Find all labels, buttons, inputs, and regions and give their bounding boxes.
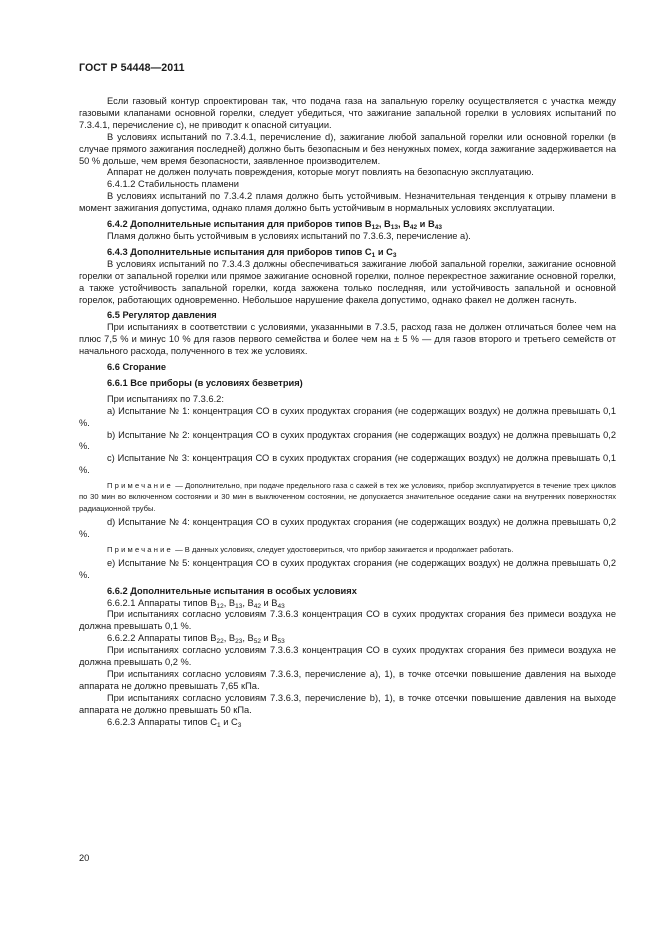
subsection-title: 6.6.2.3 Аппараты типов $C_1$ и $C_3$ <box>107 716 242 729</box>
section-heading: 6.6.2 Дополнительные испытания в особых условиях <box>107 585 357 596</box>
list-item: d) Испытание № 4: концентрация СО в сухих продуктах сгорания (не содержащих воздух) не должна превышать 0,2 %. <box>79 516 616 539</box>
note-label: Примечание <box>107 481 173 491</box>
paragraph: Если газовый контур спроектирован так, что подача газа на запальную горелку осуществляется с участка между газовыми клапанами основной горелки, следует убедиться, что зажигание запальной горелки в условиях испытаний по 7.3.4.1, перечисление c), не приводит к опасной ситуации. <box>79 96 616 130</box>
subsection-title: 6.6.2.2 Аппараты типов $B_{22}$, $B_{23}$, $B_{52}$ и $B_{53}$ <box>107 633 285 646</box>
paragraph: При испытаниях согласно условиям 7.3.6.3, перечисление a), 1), в точке отсечки повышение давления на выходе аппарата не должно превышать 7,65 кПа. <box>79 668 616 691</box>
list-item: c) Испытание № 3: концентрация СО в сухих продуктах сгорания (не содержащих воздух) не должна превышать 0,1 %. <box>79 453 616 476</box>
paragraph: При испытаниях согласно условиям 7.3.6.3 концентрация СО в сухих продуктах сгорания без примеси воздуха не должна превышать 0,1 %. <box>79 609 616 632</box>
list-item: b) Испытание № 2: концентрация СО в сухих продуктах сгорания (не содержащих воздух) не должна превышать 0,2 %. <box>79 429 616 452</box>
note-label: Примечание <box>107 544 173 554</box>
note-text: — В данных условиях, следует удостовериться, что прибор зажигается и продолжает работать. <box>172 544 514 554</box>
subsection-title: 6.6.2.1 Аппараты типов $B_{12}$, $B_{13}$, $B_{42}$ и $B_{43}$ <box>107 597 285 610</box>
list-item: e) Испытание № 5: концентрация СО в сухих продуктах сгорания (не содержащих воздух) не должна превышать 0,2 %. <box>79 557 616 580</box>
document-body <box>79 96 616 729</box>
section-heading: 6.6.1 Все приборы (в условиях безветрия) <box>107 377 303 388</box>
paragraph: При испытаниях согласно условиям 7.3.6.3 концентрация СО в сухих продуктах сгорания без примеси воздуха не должна превышать 0,2 %. <box>79 645 616 668</box>
section-heading: 6.4.2 Дополнительные испытания для приборов типов $B_{12}$, $B_{13}$, $B_{42}$ и $B_{43}$ <box>107 219 442 232</box>
paragraph: Аппарат не должен получать повреждения, которые могут повлиять на безопасную эксплуатацию. <box>107 167 534 178</box>
list-item: a) Испытание № 1: концентрация СО в сухих продуктах сгорания (не содержащих воздух) не должна превышать 0,1 %. <box>79 405 616 428</box>
note-text: — Дополнительно, при подаче предельного газа с сажей в тех же условиях, прибор эксплуатируется в течение трех циклов по 30 мин во включенном состоянии и 30 мин в выключенном состоянии, не допускается значительное оседание сажи на внутренних поверхностях радиационной трубы. <box>79 481 616 513</box>
paragraph: Пламя должно быть устойчивым в условиях испытаний по 7.3.6.3, перечисление a). <box>107 230 471 241</box>
paragraph: При испытаниях по 7.3.6.2: <box>107 393 224 404</box>
paragraph: В условиях испытаний по 7.3.4.2 пламя должно быть устойчивым. Незначительная тенденция к отрыву пламени в момент зажигания допустима, однако пламя должно быть устойчивым в нормальных условиях эксплуатации. <box>79 191 616 214</box>
note <box>79 544 616 555</box>
subsection-title: 6.4.1.2 Стабильность пламени <box>107 179 239 190</box>
section-heading: 6.5 Регулятор давления <box>107 310 217 321</box>
paragraph: При испытаниях в соответствии с условиями, указанными в 7.3.5, расход газа не должен отличаться более чем на плюс 7,5 % и минус 10 % для газов первого семейства и более чем на ± 5 % — для газов второго и третьего семейств от начального расхода, полученного в тех же условиях. <box>79 322 616 357</box>
paragraph: В условиях испытаний по 7.3.4.3 должны обеспечиваться зажигание любой запальной горелки, зажигание основной горелки от запальной горелки или прямое зажигание основной горелки, полное перекрестное зажигание основной горелки, а также устойчивость запальной горелки, когда зажжена только последняя, или устойчивость запальной и основной горелок, работающих одновременно. Небольшое нарушение факела допустимо, однако факел не должен гаснуть. <box>79 258 616 305</box>
note <box>79 480 616 514</box>
section-heading: 6.6 Сгорание <box>107 362 166 373</box>
paragraph: При испытаниях согласно условиям 7.3.6.3, перечисление b), 1), в точке отсечки повышение давления на выходе аппарата не должно превышать 50 кПа. <box>79 692 616 715</box>
section-heading: 6.4.3 Дополнительные испытания для приборов типов $C_1$ и $C_3$ <box>107 246 397 259</box>
paragraph: В условиях испытаний по 7.3.4.1, перечисление d), зажигание любой запальной горелки или основной горелки (в случае прямого зажигания последней) должно быть безопасным и без ненужных помех, когда зажигание задерживается на 50 % дольше, чем время безопасности, заявленное производителем. <box>79 131 616 166</box>
page-number: 20 <box>79 853 90 863</box>
document-header: ГОСТ Р 54448—2011 <box>79 62 185 74</box>
